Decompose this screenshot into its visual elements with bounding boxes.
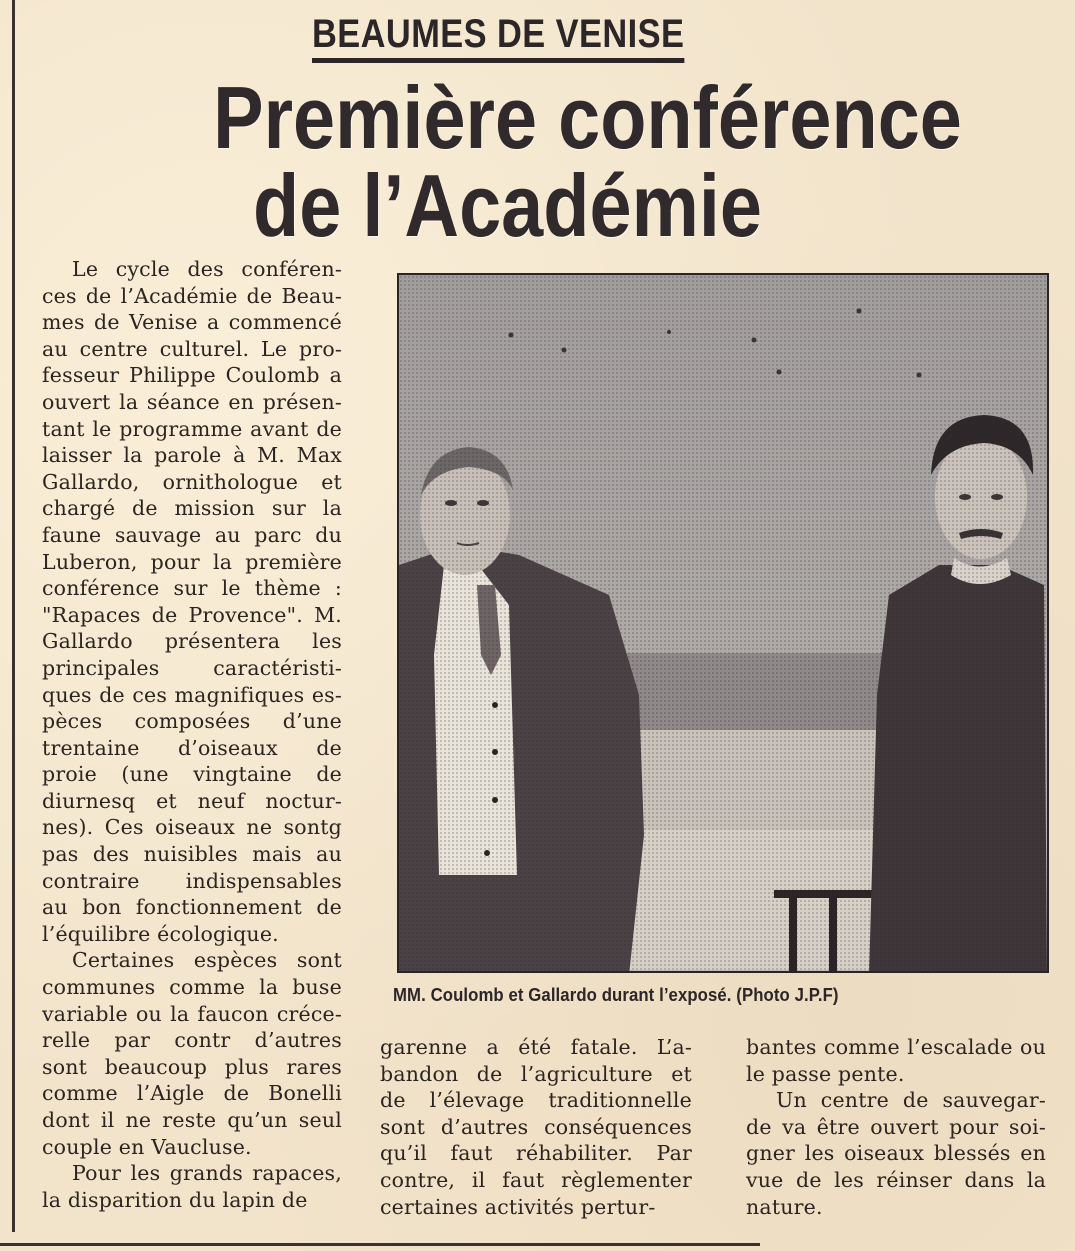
text-line: chargé de mission sur la <box>42 496 342 521</box>
photo-caption: MM. Coulomb et Gallardo durant l’exposé. (Photo J.P.F) <box>393 985 839 1005</box>
text-line: trentaine d’oiseaux de <box>42 735 342 760</box>
text-line: Luberon, pour la première <box>42 549 342 574</box>
text-line: sont d’autres conséquences <box>380 1114 692 1139</box>
text-line: gner les oiseaux blessés en <box>746 1141 1046 1166</box>
text-line: contraire indispensables <box>42 868 342 893</box>
text-line: Gallardo présentera les <box>42 629 342 654</box>
text-line: de l’élevage traditionnelle <box>380 1088 692 1113</box>
text-line: tant le programme avant de <box>42 416 342 441</box>
text-line: diurnesq et neuf noctur- <box>42 788 342 813</box>
text-line: vue de les réinser dans la <box>746 1167 1046 1192</box>
text-line: couple en Vaucluse. <box>42 1134 252 1159</box>
text-line: comme l’Aigle de Bonelli <box>42 1081 342 1106</box>
text-line: "Rapaces de Provence". M. <box>42 602 342 627</box>
text-line: proie (une vingtaine de <box>42 762 342 787</box>
photo-illustration <box>399 275 1047 971</box>
text-line: Gallardo, ornithologue et <box>42 469 342 494</box>
article-column-3 <box>746 1034 1046 1220</box>
text-line: principales caractéristi- <box>42 655 342 680</box>
text-line: la disparition du lapin de <box>42 1187 308 1212</box>
text-line: contre, il faut règlementer <box>380 1167 692 1192</box>
text-line: bantes comme l’escalade ou <box>746 1035 1046 1059</box>
text-line: pas des nuisibles mais au <box>42 842 342 867</box>
text-line: qu’il faut réhabiliter. Par <box>380 1141 692 1166</box>
text-line: nature. <box>746 1194 823 1219</box>
text-line: nes). Ces oiseaux ne sontg <box>42 815 342 840</box>
text-line: bandon de l’agriculture et <box>380 1061 692 1086</box>
text-line: l’équilibre écologique. <box>42 921 279 946</box>
headline-line-2: de l’Académie <box>253 156 762 255</box>
text-line: ces de l’Académie de Beau- <box>42 283 342 308</box>
text-line: mes de Venise a commencé <box>42 310 342 335</box>
text-line: garenne a été fatale. L’a- <box>380 1035 692 1059</box>
article-kicker: BEAUMES DE VENISE <box>312 14 684 63</box>
text-line: ques de ces magnifiques es- <box>42 682 342 707</box>
article-column-2 <box>380 1034 692 1220</box>
text-line: relle par contr d’autres <box>42 1028 342 1053</box>
text-line: conférence sur le thème : <box>42 576 342 601</box>
text-line: au bon fonctionnement de <box>42 895 342 920</box>
article-column-1 <box>42 256 342 1213</box>
text-line: Pour les grands rapaces, <box>72 1161 342 1186</box>
headline-line-1: Première conférence <box>213 68 962 167</box>
text-line: communes comme la buse <box>42 975 342 1000</box>
text-line: le passe pente. <box>746 1061 905 1086</box>
text-line: sont beaucoup plus rares <box>42 1054 342 1079</box>
text-line: Un centre de sauvegar- <box>776 1088 1046 1113</box>
text-line: fesseur Philippe Coulomb a <box>42 363 342 388</box>
text-line: Certaines espèces sont <box>72 948 342 973</box>
text-line: laisser la parole à M. Max <box>42 443 342 468</box>
text-line: au centre culturel. Le pro- <box>42 336 342 361</box>
text-line: certaines activités pertur- <box>380 1194 656 1219</box>
text-line: de va être ouvert pour soi- <box>746 1114 1046 1139</box>
text-line: dont il ne reste qu’un seul <box>42 1108 342 1132</box>
text-line: variable ou la faucon crécе- <box>42 1001 342 1026</box>
text-line: ouvert la séance en présen- <box>42 389 342 414</box>
article-photo <box>397 273 1049 973</box>
column-rule-left <box>12 0 15 1232</box>
text-line: Le cycle des conféren- <box>72 257 342 281</box>
text-line: faune sauvage au parc du <box>42 522 342 547</box>
text-line: pèces composées d’une <box>42 709 342 734</box>
column-rule-bottom <box>0 1243 760 1246</box>
